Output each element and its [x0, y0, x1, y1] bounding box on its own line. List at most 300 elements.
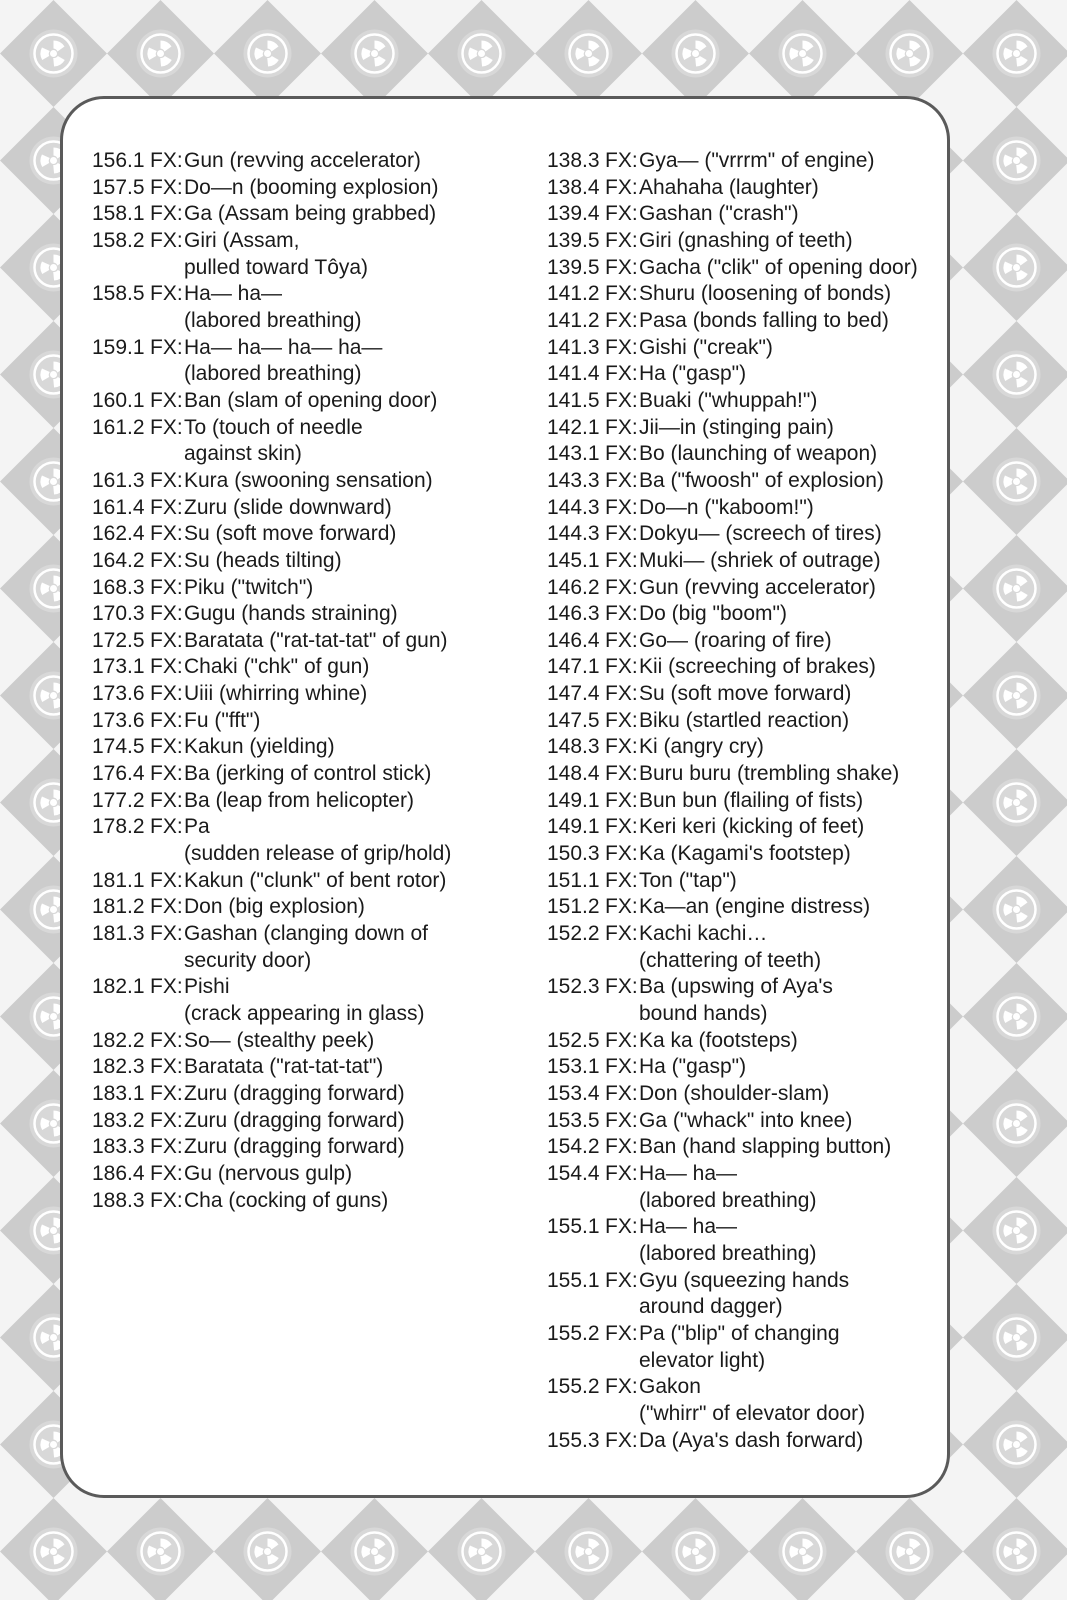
- fx-description: Su (soft move forward): [639, 682, 852, 706]
- fx-description: Ba (upswing of Aya's bound hands): [639, 975, 833, 1025]
- fx-description: Buru buru (trembling shake): [639, 762, 900, 786]
- fx-description: Ba (leap from helicopter): [184, 788, 414, 812]
- page-panel-number: 139.5: [547, 255, 600, 279]
- fx-label: FX:: [605, 415, 638, 439]
- page-panel-number: 148.4: [547, 762, 600, 786]
- fx-entry: [92, 654, 451, 681]
- fx-entry: [92, 601, 451, 628]
- page-panel-number: 173.1: [92, 655, 145, 679]
- fx-entry: [547, 708, 918, 735]
- fx-entry: [92, 628, 451, 655]
- fx-label: FX:: [605, 1268, 638, 1292]
- fx-label: FX:: [605, 1161, 638, 1185]
- fx-description: Ha— ha— ha— ha— (labored breathing): [184, 335, 383, 386]
- fx-label: FX:: [150, 895, 183, 919]
- fx-label: FX:: [150, 788, 183, 812]
- page-panel-number: 188.3: [92, 1188, 145, 1212]
- fx-entry: [547, 894, 918, 921]
- fx-label: FX:: [150, 922, 183, 946]
- fx-label: FX:: [605, 895, 638, 919]
- fx-description: Ha— ha— (labored breathing): [639, 1161, 817, 1212]
- fx-description: Keri keri (kicking of feet): [639, 815, 865, 839]
- fx-label: FX:: [150, 975, 183, 999]
- page-panel-number: 155.2: [547, 1375, 600, 1399]
- page-panel-number: 174.5: [92, 735, 145, 759]
- fx-entry: [547, 415, 918, 442]
- fx-description: Gashan (clanging down of security door): [184, 922, 428, 972]
- fx-description: Cha (cocking of guns): [184, 1188, 389, 1212]
- fx-description: Ton ("tap"): [639, 868, 737, 892]
- fx-description: Bun bun (flailing of fists): [639, 788, 864, 812]
- page-panel-number: 160.1: [92, 388, 145, 412]
- fx-description: Piku ("twitch"): [184, 575, 314, 599]
- fx-description: Ha ("gasp"): [639, 1055, 747, 1079]
- fx-entry: [92, 415, 451, 468]
- page-panel-number: 155.2: [547, 1321, 600, 1345]
- fx-label: FX:: [150, 468, 183, 492]
- page-panel-number: 170.3: [92, 602, 145, 626]
- fx-entry: [92, 788, 451, 815]
- page-panel-number: 148.3: [547, 735, 600, 759]
- fx-column-left: [92, 148, 451, 1214]
- fx-label: FX:: [605, 628, 638, 652]
- fx-description: Shuru (loosening of bonds): [639, 282, 892, 306]
- fx-label: FX:: [605, 1321, 638, 1345]
- fx-label: FX:: [605, 1108, 638, 1132]
- page-panel-number: 139.4: [547, 202, 600, 226]
- fx-entry: [547, 1374, 918, 1427]
- fx-entry: [547, 548, 918, 575]
- fx-entry: [547, 308, 918, 335]
- page-panel-number: 181.2: [92, 895, 145, 919]
- fx-description: Jii—in (stinging pain): [639, 415, 834, 439]
- fx-entry: [547, 175, 918, 202]
- page-panel-number: 182.2: [92, 1028, 145, 1052]
- fx-description: Pishi (crack appearing in glass): [184, 975, 425, 1025]
- fx-label: FX:: [150, 815, 183, 839]
- page-panel-number: 153.5: [547, 1108, 600, 1132]
- fx-entry: [92, 1081, 451, 1108]
- fx-label: FX:: [605, 548, 638, 572]
- fx-label: FX:: [150, 548, 183, 572]
- fx-label: FX:: [605, 1428, 638, 1452]
- page-panel-number: 183.2: [92, 1108, 145, 1132]
- page-panel-number: 142.1: [547, 415, 600, 439]
- fx-description: Chaki ("chk" of gun): [184, 655, 370, 679]
- fx-entry: [547, 1081, 918, 1108]
- fx-label: FX:: [605, 388, 638, 412]
- page-panel-number: 155.1: [547, 1215, 600, 1239]
- fx-description: Su (heads tilting): [184, 548, 342, 572]
- fx-label: FX:: [150, 388, 183, 412]
- fx-description: Gacha ("clik" of opening door): [639, 255, 918, 279]
- page-panel-number: 156.1: [92, 149, 145, 172]
- page-panel-number: 154.4: [547, 1161, 600, 1185]
- fx-entry: [547, 335, 918, 362]
- fx-entry: [92, 814, 451, 867]
- fx-description: Dokyu— (screech of tires): [639, 522, 882, 546]
- fx-entry: [92, 1054, 451, 1081]
- fx-label: FX:: [605, 1215, 638, 1239]
- page-panel-number: 138.3: [547, 149, 600, 172]
- fx-label: FX:: [605, 308, 638, 332]
- fx-entry: [92, 175, 451, 202]
- page-panel-number: 182.1: [92, 975, 145, 999]
- fx-label: FX:: [605, 228, 638, 252]
- fx-description: Baratata ("rat-tat-tat" of gun): [184, 628, 448, 652]
- fx-entry: [547, 761, 918, 788]
- fx-entry: [547, 495, 918, 522]
- fx-entry: [547, 148, 918, 175]
- fx-entry: [92, 974, 451, 1027]
- fx-description: Pa (sudden release of grip/hold): [184, 815, 452, 866]
- fx-entry: [547, 974, 918, 1027]
- page-panel-number: 176.4: [92, 762, 145, 786]
- fx-entry: [547, 201, 918, 228]
- page-panel-number: 161.4: [92, 495, 145, 519]
- page-panel-number: 151.1: [547, 868, 600, 892]
- fx-description: Kura (swooning sensation): [184, 468, 433, 492]
- fx-entry: [547, 601, 918, 628]
- fx-column-right: [547, 148, 918, 1454]
- fx-entry: [547, 681, 918, 708]
- page-panel-number: 150.3: [547, 842, 600, 866]
- fx-description: Baratata ("rat-tat-tat"): [184, 1055, 384, 1079]
- fx-label: FX:: [150, 282, 183, 306]
- fx-label: FX:: [605, 149, 638, 172]
- fx-label: FX:: [605, 602, 638, 626]
- fx-description: Ban (slam of opening door): [184, 388, 438, 412]
- fx-entry: [547, 1054, 918, 1081]
- fx-entry: [92, 388, 451, 415]
- fx-description: Ki (angry cry): [639, 735, 764, 759]
- fx-label: FX:: [150, 415, 183, 439]
- fx-entry: [92, 1188, 451, 1215]
- fx-label: FX:: [605, 1375, 638, 1399]
- fx-label: FX:: [605, 1081, 638, 1105]
- fx-description: Buaki ("whuppah!"): [639, 388, 818, 412]
- page-panel-number: 159.1: [92, 335, 145, 359]
- fx-entry: [547, 1134, 918, 1161]
- page-panel-number: 147.4: [547, 682, 600, 706]
- fx-label: FX:: [605, 522, 638, 546]
- fx-entry: [547, 575, 918, 602]
- fx-description: Gya— ("vrrrm" of engine): [639, 149, 875, 172]
- fx-label: FX:: [150, 708, 183, 732]
- fx-entry: [92, 921, 451, 974]
- fx-description: Uiii (whirring whine): [184, 682, 368, 706]
- fx-description: Pa ("blip" of changing elevator light): [639, 1321, 840, 1372]
- fx-description: Kachi kachi… (chattering of teeth): [639, 922, 822, 972]
- fx-label: FX:: [605, 175, 638, 199]
- page-panel-number: 161.2: [92, 415, 145, 439]
- fx-entry: [92, 868, 451, 895]
- page-panel-number: 181.3: [92, 922, 145, 946]
- fx-description: Ba (jerking of control stick): [184, 762, 432, 786]
- page-panel-number: 162.4: [92, 522, 145, 546]
- fx-label: FX:: [150, 762, 183, 786]
- page-panel-number: 152.5: [547, 1028, 600, 1052]
- fx-entry: [92, 148, 451, 175]
- fx-description: Muki— (shriek of outrage): [639, 548, 881, 572]
- fx-description: Gun (revving accelerator): [184, 149, 421, 172]
- fx-label: FX:: [605, 362, 638, 386]
- fx-description: Gyu (squeezing hands around dagger): [639, 1268, 850, 1319]
- fx-entry: [92, 1161, 451, 1188]
- fx-entry: [547, 1428, 918, 1455]
- fx-entry: [547, 734, 918, 761]
- fx-description: Ha— ha— (labored breathing): [639, 1215, 817, 1265]
- fx-entry: [92, 708, 451, 735]
- fx-entry: [547, 388, 918, 415]
- fx-label: FX:: [150, 149, 183, 172]
- fx-label: FX:: [150, 1028, 183, 1052]
- fx-description: Zuru (dragging forward): [184, 1135, 405, 1159]
- fx-description: Ka—an (engine distress): [639, 895, 871, 919]
- fx-label: FX:: [605, 682, 638, 706]
- page-panel-number: 158.2: [92, 228, 145, 252]
- fx-label: FX:: [605, 842, 638, 866]
- fx-entry: [547, 628, 918, 655]
- fx-label: FX:: [150, 335, 183, 359]
- fx-entry: [547, 841, 918, 868]
- fx-description: To (touch of needle against skin): [184, 415, 363, 466]
- fx-entry: [547, 281, 918, 308]
- fx-entry: [92, 335, 451, 388]
- page-panel-number: 144.3: [547, 522, 600, 546]
- fx-entry: [547, 1321, 918, 1374]
- fx-label: FX:: [605, 788, 638, 812]
- fx-label: FX:: [150, 1161, 183, 1185]
- page-panel-number: 153.4: [547, 1081, 600, 1105]
- fx-description: Do—n ("kaboom!"): [639, 495, 814, 519]
- page-panel-number: 152.2: [547, 922, 600, 946]
- fx-description: Zuru (slide downward): [184, 495, 392, 519]
- fx-label: FX:: [150, 175, 183, 199]
- page-panel-number: 158.1: [92, 202, 145, 226]
- fx-entry: [547, 1268, 918, 1321]
- fx-label: FX:: [605, 815, 638, 839]
- fx-description: Giri (Assam, pulled toward Tôya): [184, 228, 369, 279]
- fx-entry: [92, 281, 451, 334]
- page-panel-number: 182.3: [92, 1055, 145, 1079]
- fx-description: Zuru (dragging forward): [184, 1108, 405, 1132]
- fx-entry: [547, 1028, 918, 1055]
- fx-entry: [547, 868, 918, 895]
- fx-label: FX:: [605, 708, 638, 732]
- fx-description: Biku (startled reaction): [639, 708, 850, 732]
- page-panel-number: 139.5: [547, 228, 600, 252]
- fx-label: FX:: [605, 975, 638, 999]
- fx-description: Gakon ("whirr" of elevator door): [639, 1375, 866, 1425]
- fx-description: Giri (gnashing of teeth): [639, 228, 853, 252]
- fx-entry: [547, 654, 918, 681]
- fx-description: Gu (nervous gulp): [184, 1161, 353, 1185]
- page-panel-number: 178.2: [92, 815, 145, 839]
- fx-label: FX:: [605, 1028, 638, 1052]
- fx-entry: [547, 441, 918, 468]
- fx-label: FX:: [605, 655, 638, 679]
- page-panel-number: 141.2: [547, 308, 600, 332]
- page-panel-number: 181.1: [92, 868, 145, 892]
- fx-entry: [92, 1108, 451, 1135]
- fx-label: FX:: [150, 1055, 183, 1079]
- fx-label: FX:: [150, 868, 183, 892]
- fx-label: FX:: [150, 1081, 183, 1105]
- fx-description: Ga (Assam being grabbed): [184, 202, 437, 226]
- fx-entry: [92, 734, 451, 761]
- fx-description: Gun (revving accelerator): [639, 575, 876, 599]
- fx-entry: [92, 468, 451, 495]
- fx-entry: [547, 361, 918, 388]
- fx-description: Kakun (yielding): [184, 735, 335, 759]
- fx-description: So— (stealthy peek): [184, 1028, 375, 1052]
- fx-entry: [547, 255, 918, 282]
- page-panel-number: 153.1: [547, 1055, 600, 1079]
- fx-entry: [547, 1214, 918, 1267]
- page-panel-number: 151.2: [547, 895, 600, 919]
- fx-description: Ha— ha— (labored breathing): [184, 282, 362, 332]
- fx-description: Ka (Kagami's footstep): [639, 842, 851, 866]
- fx-label: FX:: [150, 1135, 183, 1159]
- fx-label: FX:: [605, 922, 638, 946]
- fx-label: FX:: [605, 202, 638, 226]
- fx-description: Ka ka (footsteps): [639, 1028, 798, 1052]
- fx-label: FX:: [605, 255, 638, 279]
- page-panel-number: 141.5: [547, 388, 600, 412]
- fx-description: Gashan ("crash"): [639, 202, 799, 226]
- fx-entry: [547, 1161, 918, 1214]
- page-panel-number: 141.3: [547, 335, 600, 359]
- page-panel-number: 186.4: [92, 1161, 145, 1185]
- fx-entry: [92, 228, 451, 281]
- fx-label: FX:: [605, 1135, 638, 1159]
- page-panel-number: 161.3: [92, 468, 145, 492]
- page-panel-number: 164.2: [92, 548, 145, 572]
- page-panel-number: 154.2: [547, 1135, 600, 1159]
- fx-label: FX:: [150, 228, 183, 252]
- fx-description: Do—n (booming explosion): [184, 175, 439, 199]
- fx-entry: [92, 201, 451, 228]
- fx-label: FX:: [150, 628, 183, 652]
- fx-entry: [92, 681, 451, 708]
- fx-label: FX:: [150, 682, 183, 706]
- fx-label: FX:: [605, 575, 638, 599]
- fx-entry: [92, 894, 451, 921]
- fx-description: Fu ("fft"): [184, 708, 261, 732]
- page-panel-number: 138.4: [547, 175, 600, 199]
- page-panel-number: 173.6: [92, 708, 145, 732]
- page-panel-number: 172.5: [92, 628, 145, 652]
- fx-label: FX:: [150, 522, 183, 546]
- page-panel-number: 157.5: [92, 175, 145, 199]
- page-panel-number: 144.3: [547, 495, 600, 519]
- fx-entry: [547, 814, 918, 841]
- fx-label: FX:: [150, 575, 183, 599]
- page-panel-number: 147.1: [547, 655, 600, 679]
- fx-label: FX:: [605, 468, 638, 492]
- fx-description: Ban (hand slapping button): [639, 1135, 892, 1159]
- fx-label: FX:: [150, 602, 183, 626]
- fx-description: Ba ("fwoosh" of explosion): [639, 468, 884, 492]
- page-panel-number: 155.1: [547, 1268, 600, 1292]
- fx-description: Pasa (bonds falling to bed): [639, 308, 889, 332]
- page-panel-number: 177.2: [92, 788, 145, 812]
- page-panel-number: 183.3: [92, 1135, 145, 1159]
- fx-description: Ha ("gasp"): [639, 362, 747, 386]
- page-panel-number: 173.6: [92, 682, 145, 706]
- page-panel-number: 146.2: [547, 575, 600, 599]
- fx-label: FX:: [150, 495, 183, 519]
- page-panel-number: 141.2: [547, 282, 600, 306]
- fx-entry: [92, 548, 451, 575]
- fx-description: Zuru (dragging forward): [184, 1081, 405, 1105]
- page-panel-number: 146.3: [547, 602, 600, 626]
- fx-entry: [547, 921, 918, 974]
- fx-description: Da (Aya's dash forward): [639, 1428, 864, 1452]
- fx-entry: [547, 788, 918, 815]
- fx-description: Su (soft move forward): [184, 522, 397, 546]
- fx-label: FX:: [605, 282, 638, 306]
- fx-label: FX:: [605, 735, 638, 759]
- fx-label: FX:: [605, 442, 638, 466]
- fx-description: Bo (launching of weapon): [639, 442, 878, 466]
- fx-entry: [92, 1028, 451, 1055]
- fx-label: FX:: [150, 202, 183, 226]
- fx-description: Do (big "boom"): [639, 602, 787, 626]
- fx-label: FX:: [605, 495, 638, 519]
- fx-description: Gugu (hands straining): [184, 602, 398, 626]
- fx-description: Don (big explosion): [184, 895, 365, 919]
- page-panel-number: 158.5: [92, 282, 145, 306]
- fx-label: FX:: [605, 868, 638, 892]
- page-panel-number: 155.3: [547, 1428, 600, 1452]
- fx-label: FX:: [605, 1055, 638, 1079]
- fx-description: Gishi ("creak"): [639, 335, 773, 359]
- fx-entry: [92, 495, 451, 522]
- page-panel-number: 183.1: [92, 1081, 145, 1105]
- fx-entry: [92, 761, 451, 788]
- fx-label: FX:: [605, 762, 638, 786]
- fx-description: Ahahaha (laughter): [639, 175, 819, 199]
- page-panel-number: 149.1: [547, 815, 600, 839]
- page-panel-number: 152.3: [547, 975, 600, 999]
- fx-label: FX:: [150, 1108, 183, 1132]
- fx-label: FX:: [605, 335, 638, 359]
- fx-entry: [547, 521, 918, 548]
- page-panel-number: 149.1: [547, 788, 600, 812]
- fx-entry: [547, 228, 918, 255]
- fx-entry: [547, 468, 918, 495]
- fx-description: Don (shoulder-slam): [639, 1081, 830, 1105]
- fx-entry: [92, 575, 451, 602]
- page-panel-number: 141.4: [547, 362, 600, 386]
- fx-label: FX:: [150, 735, 183, 759]
- fx-entry: [92, 521, 451, 548]
- fx-entry: [92, 1134, 451, 1161]
- fx-description: Go— (roaring of fire): [639, 628, 832, 652]
- fx-entry: [547, 1108, 918, 1135]
- page-panel-number: 145.1: [547, 548, 600, 572]
- fx-label: FX:: [150, 655, 183, 679]
- page-panel-number: 143.3: [547, 468, 600, 492]
- page-panel-number: 168.3: [92, 575, 145, 599]
- page-panel-number: 143.1: [547, 442, 600, 466]
- fx-description: Kii (screeching of brakes): [639, 655, 876, 679]
- page-panel-number: 147.5: [547, 708, 600, 732]
- fx-description: Kakun ("clunk" of bent rotor): [184, 868, 447, 892]
- fx-description: Ga ("whack" into knee): [639, 1108, 853, 1132]
